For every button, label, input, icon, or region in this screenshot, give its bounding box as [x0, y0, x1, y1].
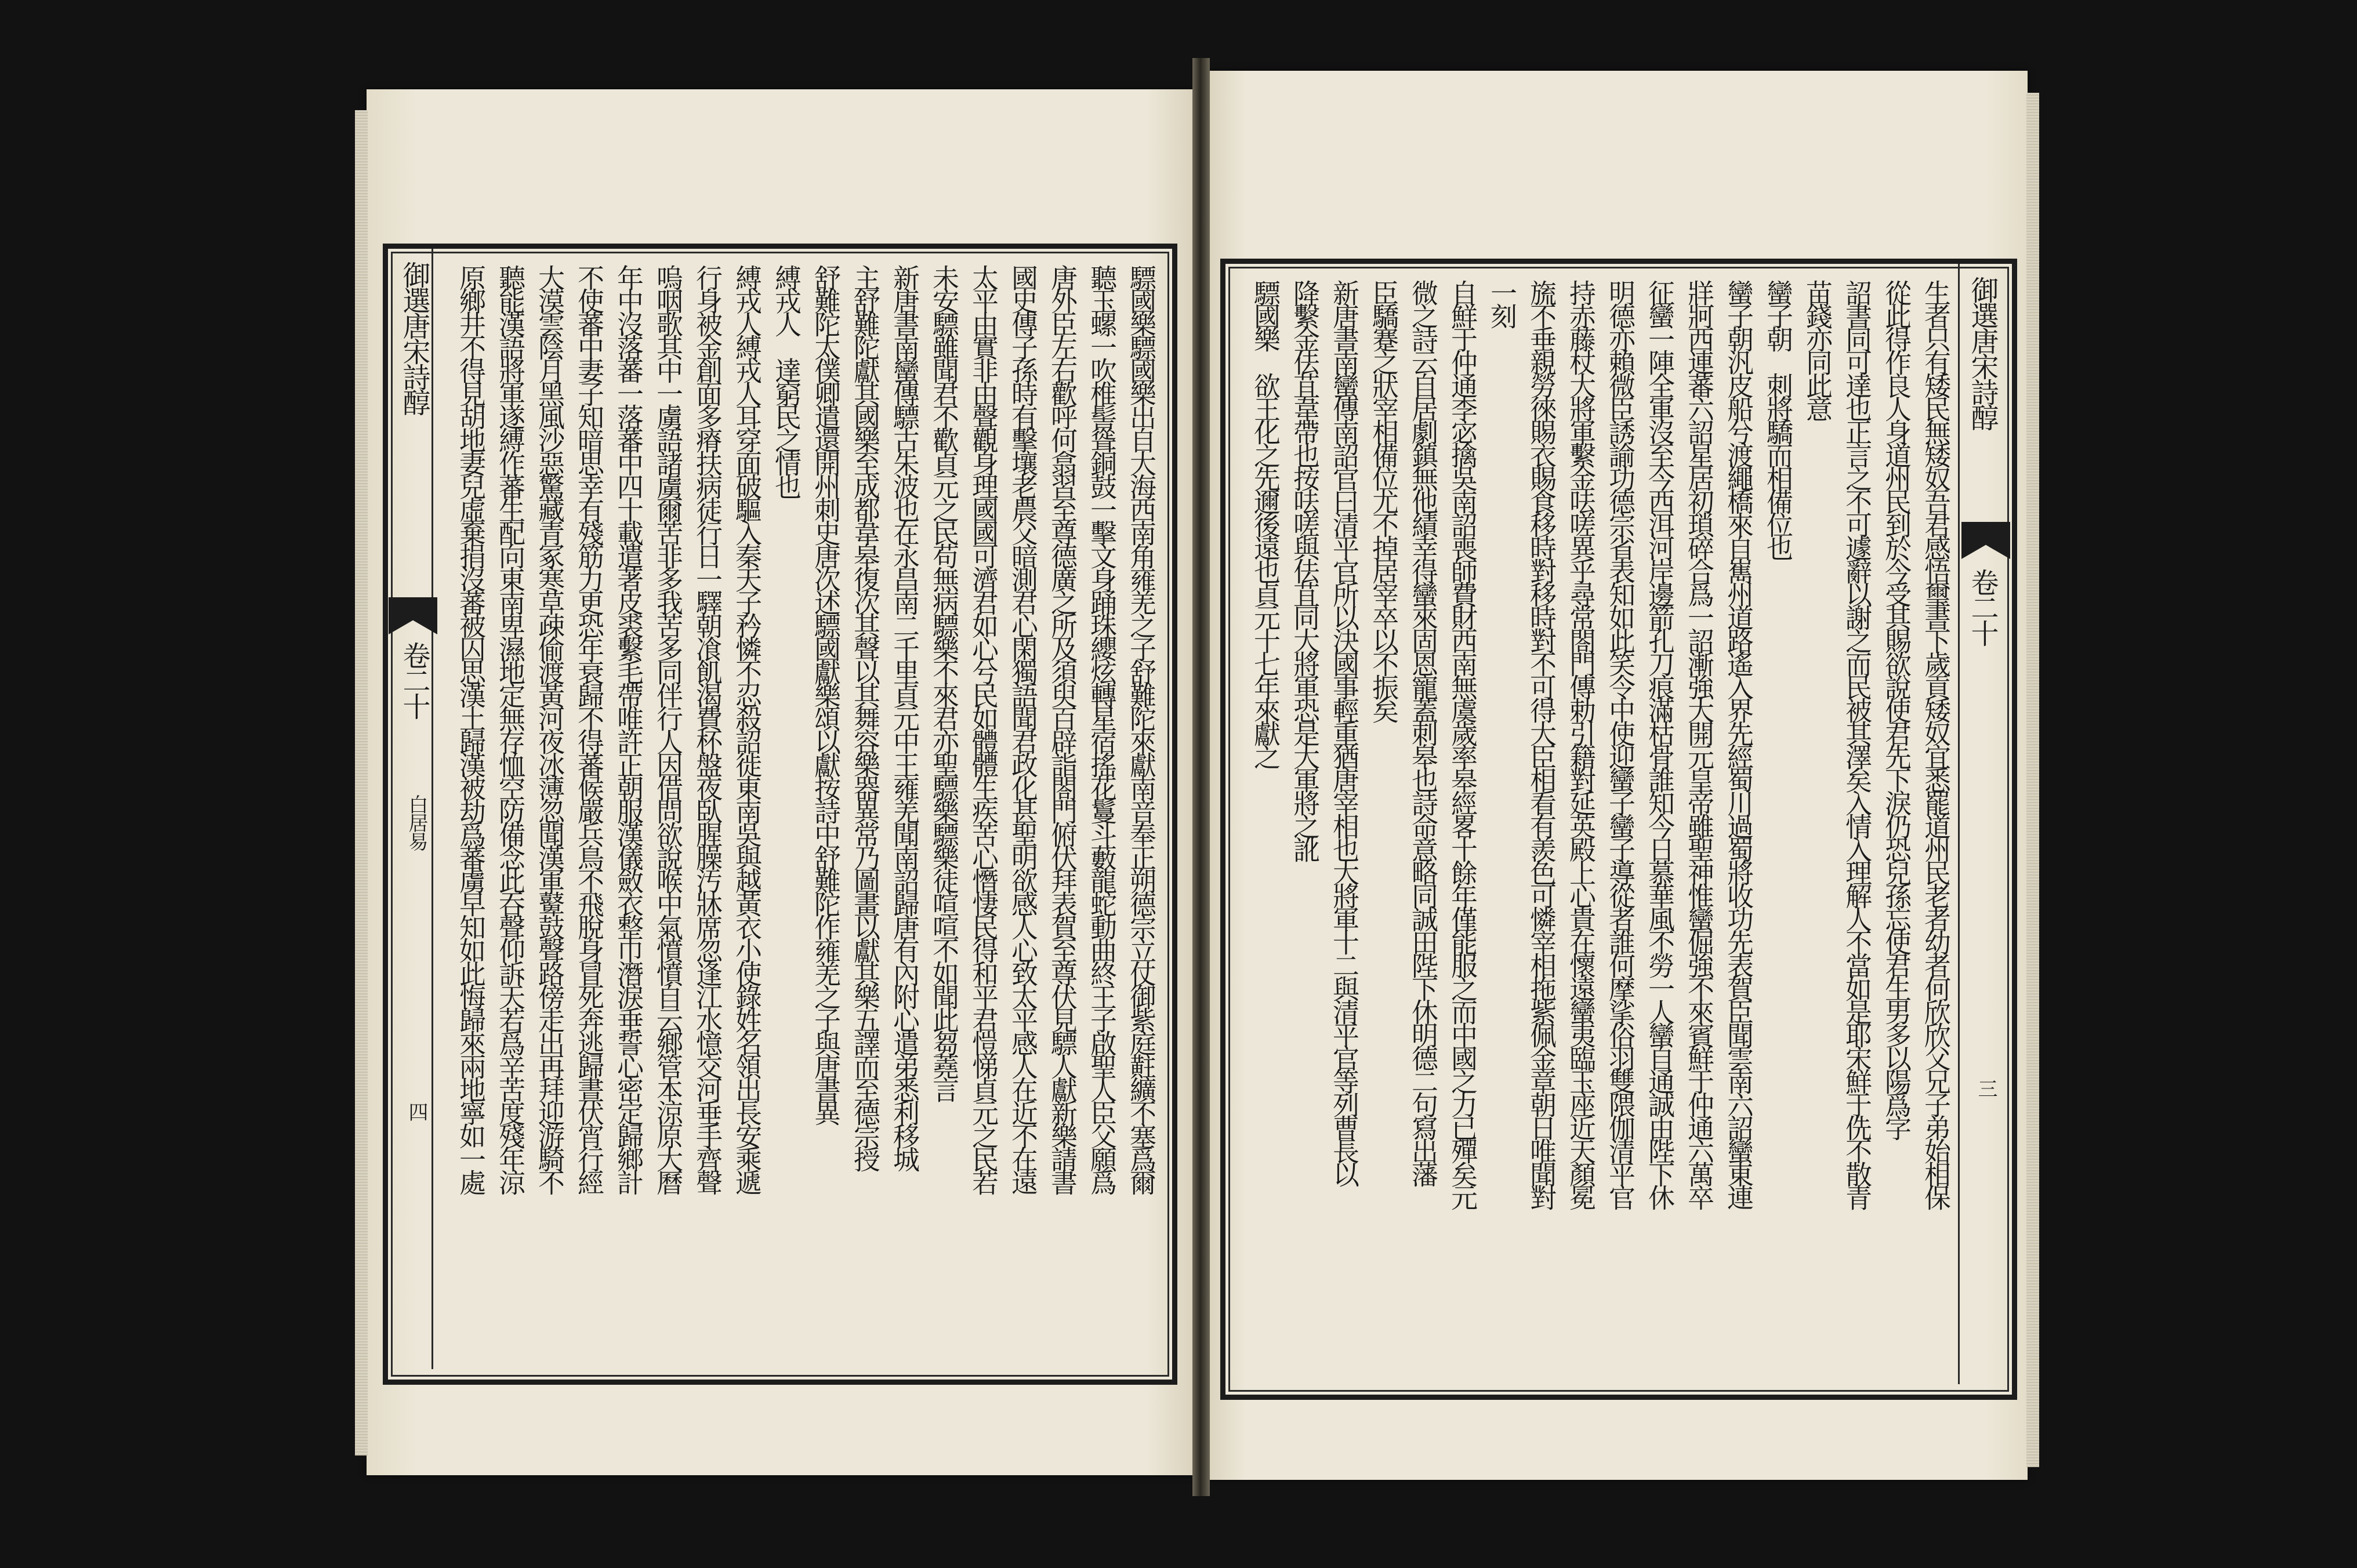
right_page-column: 從此得作良人身道州民到於今受其賜欲說使君先下淚仍恐兒孫忘使君生男多以陽爲字 — [1881, 280, 1912, 1138]
left_page-column: 嗚咽歌其中一虜語諸虜爾苦非多我苦多同伴行人因借問欲說喉中氣憤憤自云鄉管本涼原大曆 — [652, 264, 684, 1192]
right_page-column: 明德亦賴微臣誘諭功德宗省表知如此笑令中使迎蠻子蠻子導從者誰何摩挲俗羽雙隈伽清平官 — [1605, 280, 1636, 1207]
right_page-column: 蠻子朝汎皮船兮渡繩橋來自嶲州道路遙入界先經蜀川過蜀將收功先表賀臣聞雲南六詔蠻東連 — [1723, 280, 1754, 1207]
left-margin-volume: 卷二十 — [398, 641, 430, 718]
left_page-column: 大漠雲陰月黑風沙惡驚藏青冢寒草疎偷渡黃河夜冰薄忽聞漢軍鼙鼓聲路傍走出再拜迎游騎不 — [534, 264, 565, 1192]
right-folio-number: 三 — [1974, 1079, 1997, 1097]
right_page-column: 蠻子朝 刺將驕而相備位也 — [1763, 280, 1794, 558]
left_page-column: 不使蕃中妻子知暗思幸有殘筋力更恐年衰歸不得蕃候嚴兵鳥不飛脫身冒死奔逃歸晝伏宵行經 — [574, 264, 605, 1192]
right_page-column: 自鮮于仲通李宓擒吳南詔喪師費財西南無虞歲率皋經畧十餘年僅能服之而中國之力已殫矣元 — [1447, 280, 1478, 1207]
left-margin-author: 白居易 — [405, 794, 428, 850]
right_page-column: 牂牁西連蕃六詔星居初瑣碎合爲一詔漸強大開元皇帝雖聖神惟蠻倔強不來賓鮮于仲通六萬卒 — [1684, 280, 1715, 1207]
right_page-column: 苗錢亦同此意 — [1802, 280, 1833, 419]
book-gutter — [1192, 58, 1210, 1496]
left_page-column: 行身被金創面多瘠扶病徒行日一驛朝飡飢渴費杯盤夜臥腥臊汚牀席忽逢江水憶交河垂手齊聲 — [692, 264, 723, 1192]
right-margin-rule — [1958, 264, 1960, 1384]
left_page-column: 舒難陀太僕卿遣還開州刺史唐次述驃國獻樂頌以獻按詩中舒難陀作雍羌之子與唐書異 — [810, 264, 842, 1123]
left-folio-number: 四 — [405, 1102, 428, 1120]
left_page-column: 原鄉井不得見胡地妻兒虛棄捐沒蕃被囚思漢土歸漢被劫爲蕃虜早知如此悔歸來兩地寧如一處 — [455, 264, 487, 1192]
left-margin-title: 御選唐宋詩醇 — [398, 261, 430, 414]
left_page-column: 縛戎人 達窮民之情也 — [771, 264, 802, 496]
left_page-column: 主舒難陀獻其國樂至成都韋皋復次其聲以其舞容樂器異常乃圖畫以獻其樂五譯而至德宗授 — [850, 264, 881, 1169]
left_page-column: 唐外臣左右歡呼何翕習至尊德廣之所及須臾百辟詣閤門俯伏拜表賀至尊伏見驃人獻新樂請書 — [1047, 264, 1078, 1192]
right_page-column: 生者只有矮民無矮奴吾君感悟璽書下歲貢矮奴宜悉罷道州民老者幼者何欣欣父兄子弟始相保 — [1920, 280, 1952, 1207]
right_page-column: 持赤藤杖大將軍繫金呿嗟異乎尋常閤門傳勅引籍對延英殿上心貴在懷遠蠻夷臨玉座近天顏冕 — [1565, 280, 1597, 1207]
right_page-column: 詔書同可達也正言之不可遽辭以謝之而民被其澤矣入情入理解人不當如是耶宋鮮于侁不散青 — [1841, 280, 1873, 1207]
right_page-column: 微之詩云自居劇鎮無他績幸得蠻來固恩寵蓋刺皋也詩命意略同誠田陛下休明德二句寫出藩 — [1408, 280, 1439, 1184]
right-margin-volume: 卷二十 — [1966, 568, 1999, 645]
left_page-column: 太平由實非由聲觀身理國國可濟君如心兮民如體體生疾苦心憯悽民得和平君愷悌貞元之民若 — [968, 264, 999, 1192]
left-page-edges — [355, 110, 368, 1456]
left_page-column: 聽玉螺一吹椎髻聳銅鼓一擊文身踊珠纓炫轉星宿搖花鬘斗藪龍蛇動曲終王子啟聖人臣父願爲 — [1086, 264, 1118, 1192]
right-page-edges — [2026, 93, 2039, 1467]
left_page-column: 新唐書南蠻傳驃古朱波也在永昌南二千里貞元中王雍羌聞南詔歸唐有內附心遣弟悉利移城 — [889, 264, 920, 1169]
left_page-column: 未安驃雖聞君不歡貞元之民苟無病驃樂不來君亦聖驃樂驃樂徒喧喧不如聞此芻蕘言 — [929, 264, 960, 1099]
right_page-column: 旒不垂親勞徠賜衣賜食移時對移時對不可得大臣相看有羨色可憐宰相拖紫佩金章朝日唯聞對 — [1526, 280, 1557, 1207]
right_page-column: 臣驕蹇之狀宰相備位尤不掉居宰卒以不振矣 — [1368, 280, 1399, 720]
right-margin-title: 御選唐宋詩醇 — [1966, 276, 1999, 429]
right_page-column: 征蠻一陣全軍沒至今西洱河岸邊箭孔刀痕滿枯骨誰知今日慕華風不勞一人蠻自通誠由陛下休 — [1644, 280, 1676, 1207]
left_page-column: 縛戎人縛戎人耳穿面破驅入秦天子矜憐不忍殺詔徙東南吳與越黃衣小使錄姓名領出長安乘遞 — [731, 264, 763, 1192]
left_page-column: 驃國樂驃國樂出自大海西南角雍羌之子舒難陀來獻南音奉正朔德宗立仗御紫庭黈纊不塞爲爾 — [1126, 264, 1157, 1192]
left_page-column: 聽能漢語將軍遂縛作蕃生配向東南卑濕地定無存恤空防備念此吞聲仰訴天若爲辛苦度殘年涼 — [495, 264, 526, 1192]
right_page-column: 降繫金佉苴韋帶也按呿嗟與佉苴同大將軍恐是大軍將之訛 — [1289, 280, 1321, 859]
right_page-column: 新唐書南蠻傳南詔官曰清平官所以決國事輕重猶唐宰相也大將軍十二與清平官等列曹長以 — [1329, 280, 1360, 1184]
right_page-column: 一刻 — [1486, 280, 1518, 326]
left_page-column: 年中沒落蕃一落蕃中四十載遣著皮裘繫毛帶唯許正朝服漢儀斂衣整巾潛淚垂誓心密定歸鄉計 — [613, 264, 644, 1192]
left_page-column: 國史傳子孫時有擊壤老農父暗測君心閑獨語聞君政化甚聖明欲感人心致太平感人在近不在遠 — [1007, 264, 1039, 1192]
right_page-column: 驃國樂 欲王化之先邇後遠也貞元十七年來獻之 — [1250, 280, 1281, 767]
